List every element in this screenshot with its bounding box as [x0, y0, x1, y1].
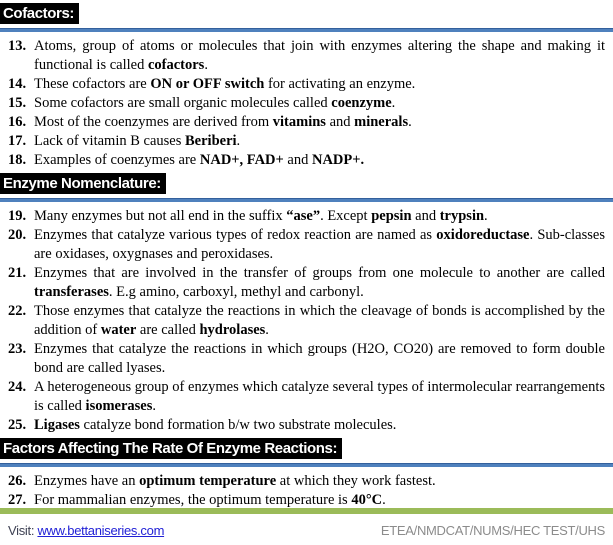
footer-row	[0, 514, 613, 538]
section-items	[0, 32, 613, 173]
list-item	[0, 94, 613, 113]
item-number: 16.	[8, 114, 27, 130]
list-item	[0, 416, 613, 435]
list-item	[0, 340, 613, 378]
item-text: Lack of vitamin B causes Beriberi.	[34, 133, 241, 149]
item-text: For mammalian enzymes, the optimum temperature is 40°C.	[34, 492, 386, 508]
item-number: 18.	[8, 152, 27, 168]
item-text: Most of the coenzymes are derived from vitamins and minerals.	[34, 114, 412, 130]
section	[0, 173, 613, 438]
list-item	[0, 132, 613, 151]
item-number: 14.	[8, 76, 27, 92]
section-heading: Factors Affecting The Rate Of Enzyme Reactions:	[0, 438, 342, 459]
list-item	[0, 378, 613, 416]
list-item	[0, 472, 613, 491]
item-text: A heterogeneous group of enzymes which catalyze several types of intermolecular rearrangements is called isomerases.	[34, 379, 605, 414]
item-text: Examples of coenzymes are NAD+, FAD+ and NADP+.	[34, 152, 365, 168]
section	[0, 438, 613, 513]
footer-left	[8, 523, 164, 538]
list-item	[0, 113, 613, 132]
item-text: Enzymes that catalyze various types of redox reaction are named as oxidoreductase. Sub-classes are oxidases, oxygnases and peroxidases.	[34, 227, 605, 262]
list-item	[0, 207, 613, 226]
item-number: 27.	[8, 492, 27, 508]
item-number: 20.	[8, 227, 27, 243]
item-text: Many enzymes but not all end in the suffix “ase”. Except pepsin and trypsin.	[34, 208, 488, 224]
list-item	[0, 302, 613, 340]
list-item	[0, 75, 613, 94]
list-item	[0, 226, 613, 264]
footer	[0, 508, 613, 545]
item-text: Enzymes that are involved in the transfer of groups from one molecule to another are called transferases. E.g amino, carboxyl, methyl and carbonyl.	[34, 265, 605, 300]
item-number: 23.	[8, 341, 27, 357]
item-text: These cofactors are ON or OFF switch for activating an enzyme.	[34, 76, 416, 92]
item-number: 17.	[8, 133, 27, 149]
item-text: Enzymes that catalyze the reactions in which groups (H2O, CO20) are removed to form double bond are called lyases.	[34, 341, 605, 376]
list-item	[0, 37, 613, 75]
section-heading: Enzyme Nomenclature:	[0, 173, 166, 194]
footer-exam-tags: ETEA/NMDCAT/NUMS/HEC TEST/UHS	[380, 523, 605, 538]
item-number: 19.	[8, 208, 27, 224]
item-number: 26.	[8, 473, 27, 489]
item-text: Some cofactors are small organic molecules called coenzyme.	[34, 95, 396, 111]
item-text: Enzymes have an optimum temperature at which they work fastest.	[34, 473, 436, 489]
list-item	[0, 151, 613, 170]
section-items	[0, 202, 613, 438]
item-number: 25.	[8, 417, 27, 433]
item-number: 22.	[8, 303, 27, 319]
visit-link[interactable]: www.bettaniseries.com	[37, 523, 165, 538]
item-number: 15.	[8, 95, 27, 111]
item-text: Ligases catalyze bond formation b/w two substrate molecules.	[34, 417, 397, 433]
visit-label: Visit:	[8, 523, 35, 538]
item-number: 21.	[8, 265, 27, 281]
section	[0, 3, 613, 173]
item-number: 13.	[8, 38, 27, 54]
section-heading: Cofactors:	[0, 3, 79, 24]
item-text: Atoms, group of atoms or molecules that join with enzymes altering the shape and making it functional is called cofactors.	[34, 38, 605, 73]
item-number: 24.	[8, 379, 27, 395]
list-item	[0, 264, 613, 302]
item-text: Those enzymes that catalyze the reactions in which the cleavage of bonds is accomplished by the addition of water are called hydrolases.	[34, 303, 605, 338]
section-items	[0, 467, 613, 513]
